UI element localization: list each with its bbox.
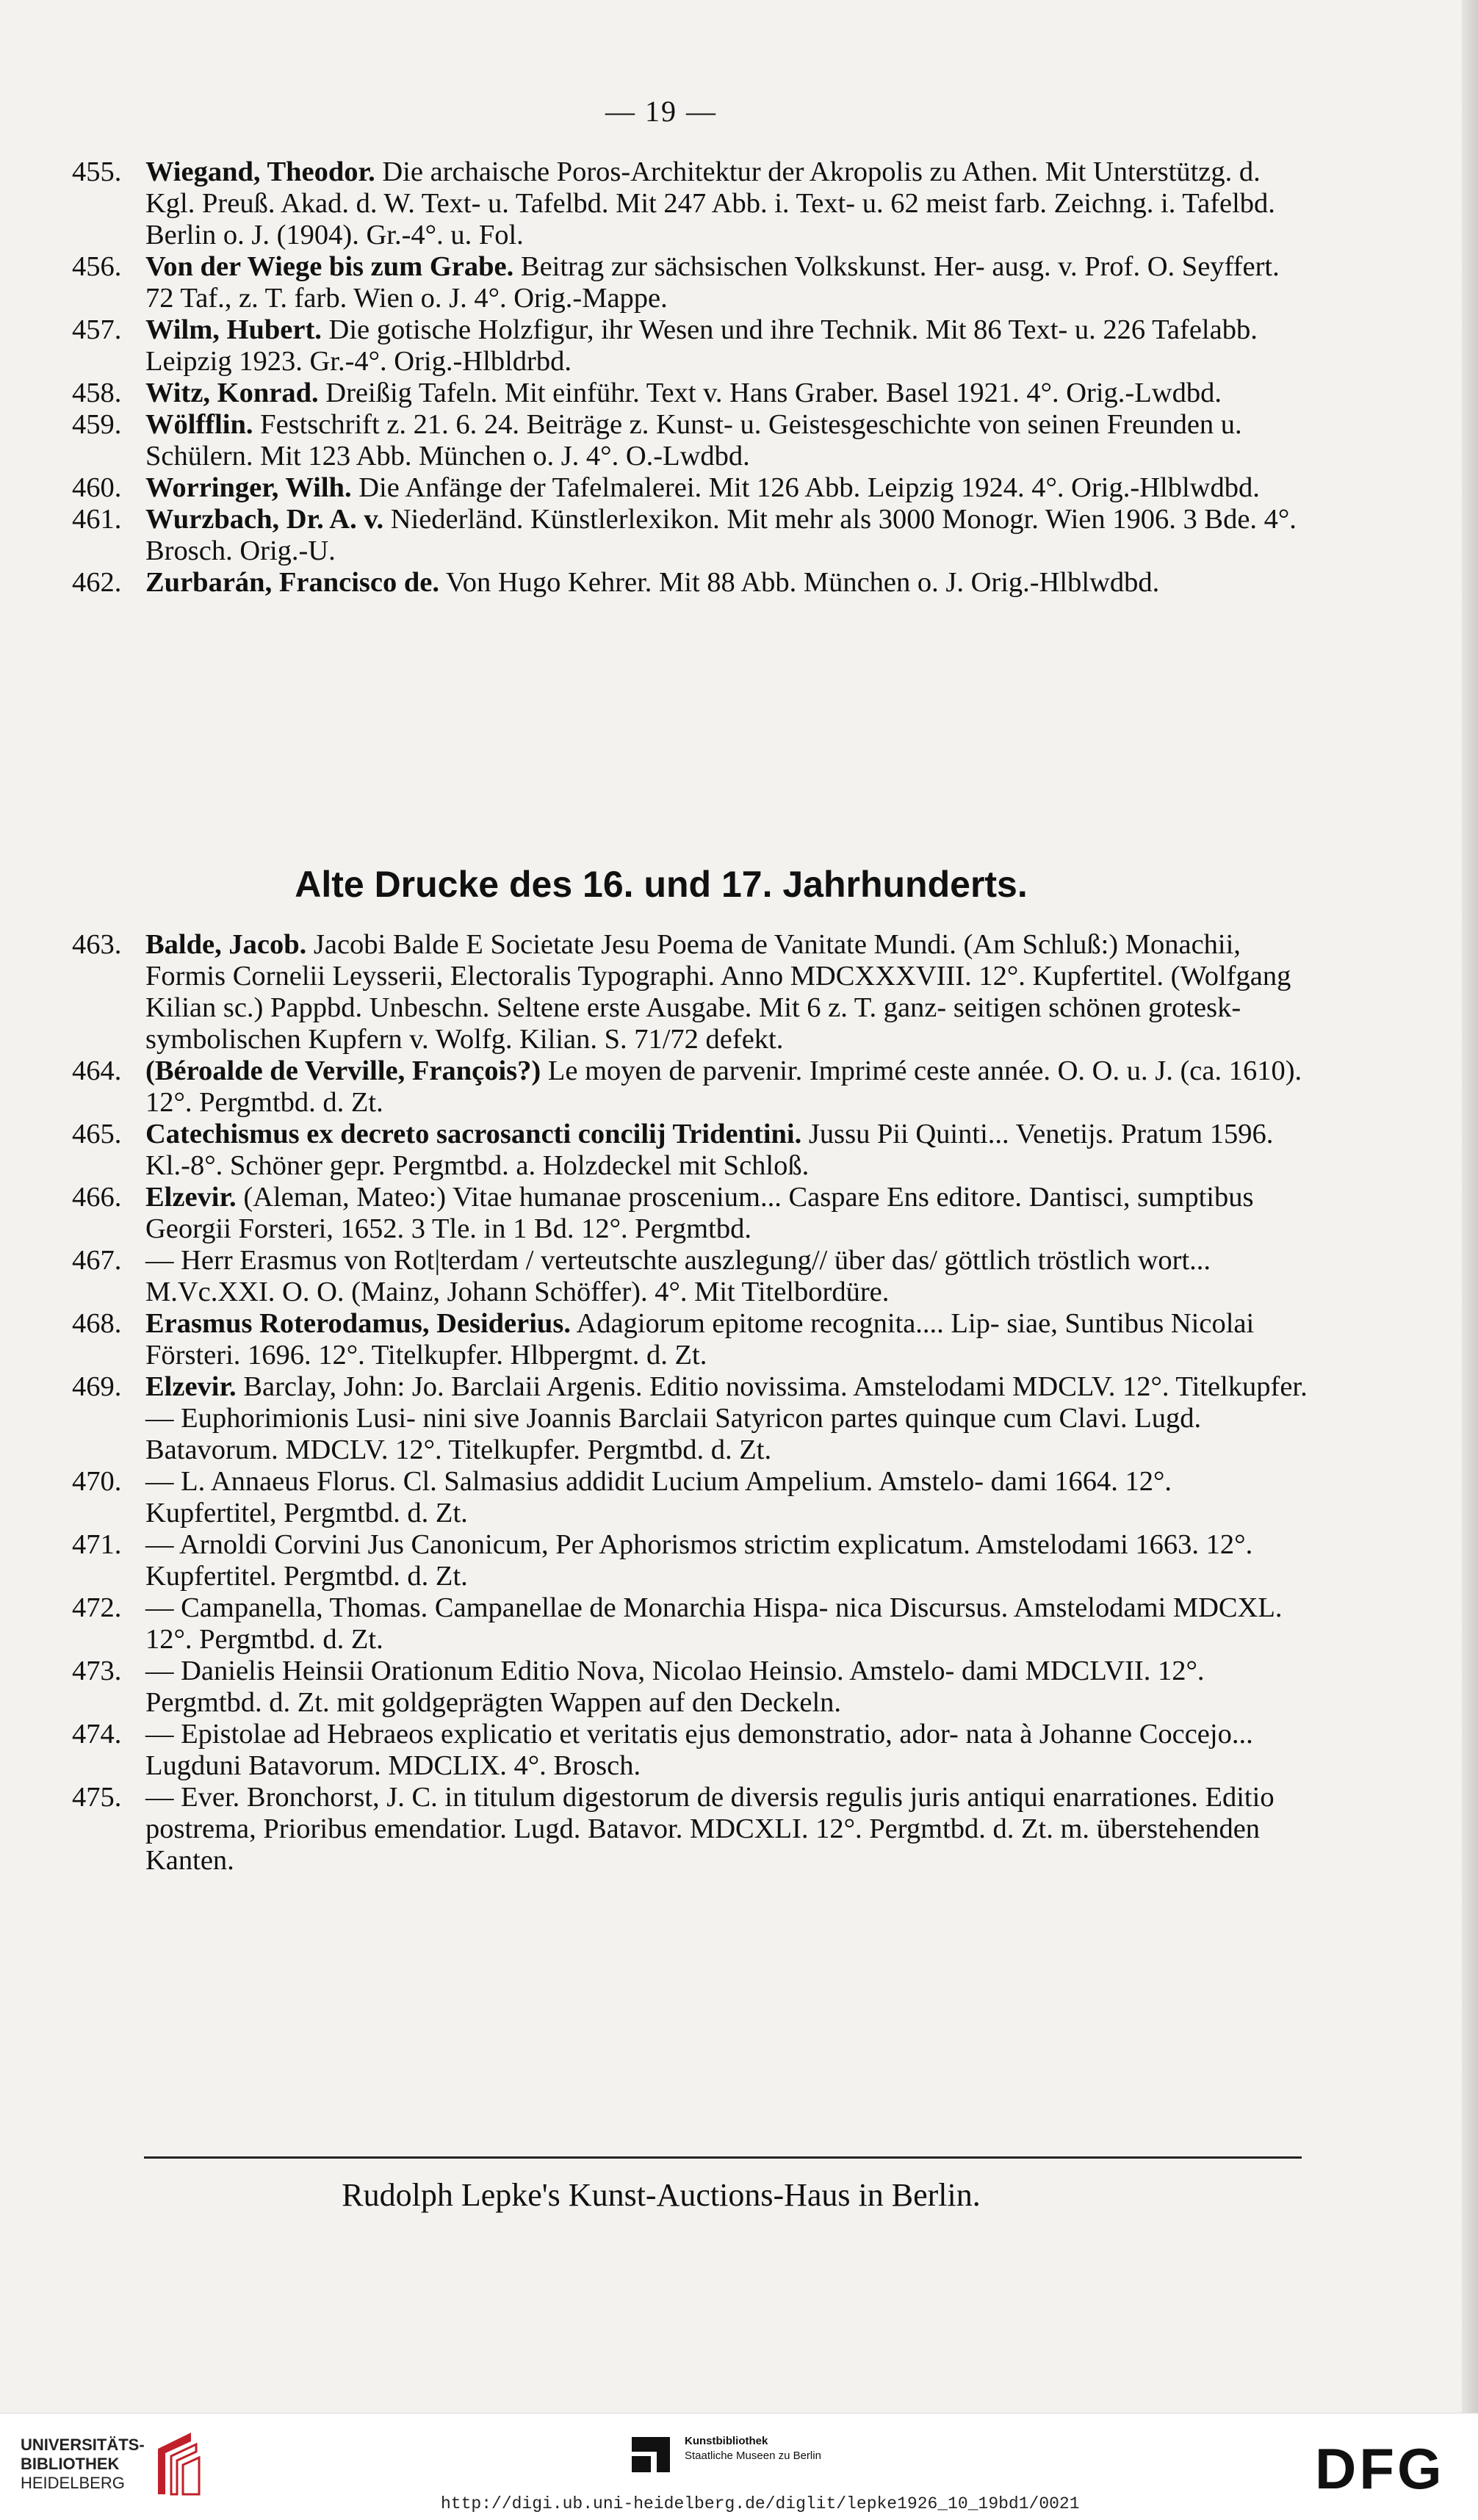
catalog-entries-bottom bbox=[72, 929, 1310, 1877]
entry-number: 459. bbox=[72, 409, 122, 440]
entry-number: 475. bbox=[72, 1782, 122, 1813]
kb-name: Kunstbibliothek bbox=[685, 2435, 768, 2447]
entry-author: Elzevir. bbox=[145, 1371, 237, 1402]
entry-author: Balde, Jacob. bbox=[145, 929, 307, 960]
divider-rule bbox=[144, 2156, 1302, 2159]
entry-text: Die Anfänge der Tafelmalerei. Mit 126 Abb. Leipzig 1924. 4°. Orig.-Hlblwdbd. bbox=[351, 472, 1260, 503]
entry-text: — Epistolae ad Hebraeos explicatio et veritatis ejus demonstratio, ador- nata à Johanne Coccejo... Lugduni Batavorum. MDCLIX. 4°. Brosch. bbox=[145, 1719, 1253, 1781]
entry-number: 465. bbox=[72, 1119, 122, 1149]
catalog-entry bbox=[72, 504, 1310, 567]
catalog-entry bbox=[72, 409, 1310, 472]
catalog-entry bbox=[72, 378, 1310, 409]
entry-text: — Herr Erasmus von Rot|terdam / verteutschte auszlegung// über das/ göttlich tröstlich wort... M.Vc.XXI. O. O. (Mainz, Johann Schöffer). 4°. Mit Titelbordüre. bbox=[145, 1245, 1211, 1307]
entry-author: Worringer, Wilh. bbox=[145, 472, 352, 503]
uni-logo-line1: UNIVERSITÄTS- bbox=[21, 2436, 145, 2454]
catalog-entry bbox=[72, 1782, 1310, 1877]
catalog-entry bbox=[72, 1656, 1310, 1719]
catalog-entry bbox=[72, 1308, 1310, 1371]
entry-author: Wilm, Hubert. bbox=[145, 314, 322, 345]
catalog-entry bbox=[72, 472, 1310, 504]
entry-number: 471. bbox=[72, 1529, 122, 1560]
entry-number: 458. bbox=[72, 378, 122, 408]
entry-text: Dreißig Tafeln. Mit einführ. Text v. Hans Graber. Basel 1921. 4°. Orig.-Lwdbd. bbox=[318, 378, 1222, 408]
entry-author: Zurbarán, Francisco de. bbox=[145, 567, 439, 598]
catalog-entry bbox=[72, 929, 1310, 1055]
entry-number: 468. bbox=[72, 1308, 122, 1339]
catalog-entry bbox=[72, 1182, 1310, 1245]
entry-number: 467. bbox=[72, 1245, 122, 1276]
catalog-entry bbox=[72, 1529, 1310, 1592]
uni-logo-line2: BIBLIOTHEK bbox=[21, 2455, 120, 2473]
catalog-entry bbox=[72, 1592, 1310, 1656]
page-number: — 19 — bbox=[605, 95, 717, 128]
catalog-entries-top bbox=[72, 156, 1310, 599]
entry-text: Barclay, John: Jo. Barclaii Argenis. Editio novissima. Amstelodami MDCLV. 12°. Titelkupfer. — Euphorimionis Lusi- nini sive Joannis Barclaii Satyricon partes quinque cum Clavi. Lugd. Batavorum. MDCLV. 12°. Titelkupfer. Pergmtbd. d. Zt. bbox=[145, 1371, 1308, 1465]
entry-text: — Arnoldi Corvini Jus Canonicum, Per Aphorismos strictim explicatum. Amstelodami 1663. 12°. Kupfertitel. Pergmtbd. d. Zt. bbox=[145, 1529, 1253, 1592]
entry-text: Niederländ. Künstlerlexikon. Mit mehr als 3000 Monogr. Wien 1906. 3 Bde. 4°. Brosch. Orig.-U. bbox=[145, 504, 1297, 566]
entry-author: Witz, Konrad. bbox=[145, 378, 319, 408]
entry-number: 469. bbox=[72, 1371, 122, 1402]
entry-text: — Ever. Bronchorst, J. C. in titulum digestorum de diversis regulis juris antiqui enarrationes. Editio postrema, Prioribus emendatior. Lugd. Batavor. MDCXLI. 12°. Pergmtbd. d. Zt. m. überstehenden Kanten. bbox=[145, 1782, 1275, 1876]
entry-number: 462. bbox=[72, 567, 122, 598]
publisher-footer: Rudolph Lepke's Kunst-Auctions-Haus in Berlin. bbox=[342, 2177, 981, 2213]
entry-author: Wurzbach, Dr. A. v. bbox=[145, 504, 384, 535]
entry-author: Wiegand, Theodor. bbox=[145, 156, 375, 187]
entry-number: 472. bbox=[72, 1592, 122, 1623]
entry-text: Festschrift z. 21. 6. 24. Beiträge z. Kunst- u. Geistesgeschichte von seinen Freunden u. Schülern. Mit 123 Abb. München o. J. 4°. O.-Lwdbd. bbox=[145, 409, 1242, 472]
catalog-entry bbox=[72, 314, 1310, 378]
kunstbibliothek-emblem-icon bbox=[632, 2437, 670, 2472]
catalog-entry bbox=[72, 1466, 1310, 1529]
entry-text: Adagiorum epitome recognita.... Lip- siae, Suntibus Nicolai Försteri. 1696. 12°. Titelkupfer. Hlbpergmt. d. Zt. bbox=[145, 1308, 1255, 1371]
catalog-entry bbox=[72, 251, 1310, 314]
digitization-bar bbox=[0, 2413, 1478, 2520]
heidelberg-emblem-icon bbox=[151, 2427, 202, 2500]
catalog-entry bbox=[72, 1371, 1310, 1466]
entry-text: — Danielis Heinsii Orationum Editio Nova, Nicolao Heinsio. Amstelo- dami MDCLVII. 12°. Pergmtbd. d. Zt. mit goldgeprägten Wappen auf den Deckeln. bbox=[145, 1656, 1205, 1718]
entry-number: 461. bbox=[72, 504, 122, 535]
entry-author: Wölfflin. bbox=[145, 409, 253, 440]
entry-number: 460. bbox=[72, 472, 122, 503]
entry-number: 474. bbox=[72, 1719, 122, 1750]
catalog-entry bbox=[72, 1245, 1310, 1308]
entry-number: 455. bbox=[72, 156, 122, 187]
permalink-url[interactable]: http://digi.ub.uni-heidelberg.de/diglit/lepke1926_10_19bd1/0021 bbox=[441, 2494, 1080, 2513]
uni-logo-line3: HEIDELBERG bbox=[21, 2474, 125, 2492]
entry-author: Von der Wiege bis zum Grabe. bbox=[145, 251, 514, 282]
entry-number: 457. bbox=[72, 314, 122, 345]
heidelberg-library-logo[interactable] bbox=[21, 2436, 145, 2493]
entry-text: — L. Annaeus Florus. Cl. Salmasius addidit Lucium Ampelium. Amstelo- dami 1664. 12°. Kupfertitel, Pergmtbd. d. Zt. bbox=[145, 1466, 1172, 1528]
entry-number: 456. bbox=[72, 251, 122, 282]
entry-number: 463. bbox=[72, 929, 122, 960]
entry-text: Die gotische Holzfigur, ihr Wesen und ihre Technik. Mit 86 Text- u. 226 Tafelabb. Leipzig 1923. Gr.-4°. Orig.-Hlbldrbd. bbox=[145, 314, 1258, 377]
entry-number: 466. bbox=[72, 1182, 122, 1213]
entry-text: — Campanella, Thomas. Campanellae de Monarchia Hispa- nica Discursus. Amstelodami MDCXL. 12°. Pergmtbd. d. Zt. bbox=[145, 1592, 1283, 1655]
page-binding-edge bbox=[1462, 0, 1478, 2413]
entry-number: 473. bbox=[72, 1656, 122, 1686]
catalog-entry bbox=[72, 156, 1310, 251]
kb-subtitle: Staatliche Museen zu Berlin bbox=[685, 2449, 821, 2462]
catalog-entry bbox=[72, 1055, 1310, 1119]
entry-text: Le moyen de parvenir. Imprimé ceste année. O. O. u. J. (ca. 1610). 12°. Pergmtbd. d. Zt. bbox=[145, 1055, 1302, 1118]
section-heading: Alte Drucke des 16. und 17. Jahrhunderts. bbox=[295, 864, 1028, 905]
entry-text: Von Hugo Kehrer. Mit 88 Abb. München o. J. Orig.-Hlblwdbd. bbox=[439, 567, 1160, 598]
entry-number: 464. bbox=[72, 1055, 122, 1086]
catalog-entry bbox=[72, 1719, 1310, 1782]
entry-author: Elzevir. bbox=[145, 1182, 237, 1213]
entry-author: (Béroalde de Verville, François?) bbox=[145, 1055, 541, 1086]
dfg-logo[interactable]: DFG bbox=[1315, 2436, 1445, 2501]
catalog-entry bbox=[72, 567, 1310, 599]
entry-text: Jacobi Balde E Societate Jesu Poema de Vanitate Mundi. (Am Schluß:) Monachii, Formis Cornelii Leysserii, Electoralis Typographi. Anno MDCXXXVIII. 12°. Kupfertitel. (Wolfgang Kilian sc.) Pappbd. Unbeschn. Seltene erste Ausgabe. Mit 6 z. T. ganz- seitigen schönen grotesk-symbolischen Kupfern v. Wolfg. Kilian. S. 71/72 defekt. bbox=[145, 929, 1291, 1055]
entry-number: 470. bbox=[72, 1466, 122, 1497]
entry-text: Die archaische Poros-Architektur der Akropolis zu Athen. Mit Unterstützg. d. Kgl. Preuß. Akad. d. W. Text- u. Tafelbd. Mit 247 Abb. i. Text- u. 62 meist farb. Zeichng. i. Tafelbd. Berlin o. J. (1904). Gr.-4°. u. Fol. bbox=[145, 156, 1275, 250]
entry-author: Catechismus ex decreto sacrosancti concilij Tridentini. bbox=[145, 1119, 802, 1149]
entry-author: Erasmus Roterodamus, Desiderius. bbox=[145, 1308, 571, 1339]
catalog-entry bbox=[72, 1119, 1310, 1182]
entry-text: Beitrag zur sächsischen Volkskunst. Her- ausg. v. Prof. O. Seyffert. 72 Taf., z. T. farb. Wien o. J. 4°. Orig.-Mappe. bbox=[145, 251, 1280, 314]
entry-text: Jussu Pii Quinti... Venetijs. Pratum 1596. Kl.-8°. Schöner gepr. Pergmtbd. a. Holzdeckel mit Schloß. bbox=[145, 1119, 1274, 1181]
entry-text: (Aleman, Mateo:) Vitae humanae proscenium... Caspare Ens editore. Dantisci, sumptibus Georgii Forsteri, 1652. 3 Tle. in 1 Bd. 12°. Pergmtbd. bbox=[145, 1182, 1254, 1244]
